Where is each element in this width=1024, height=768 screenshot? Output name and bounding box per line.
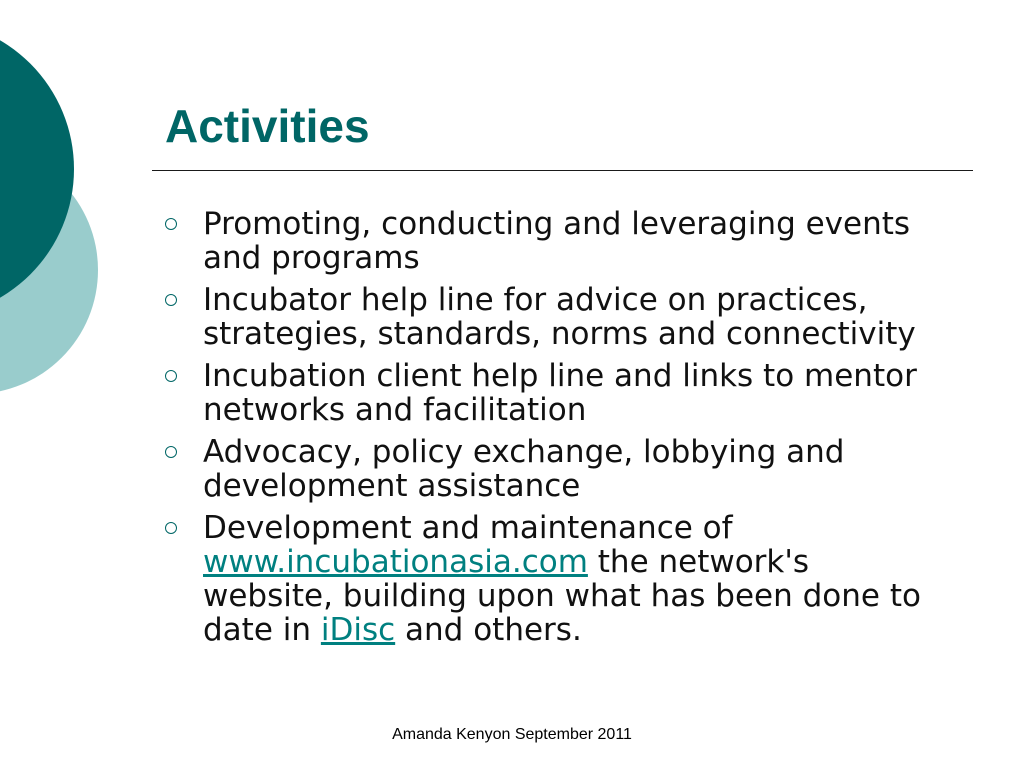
- website-link[interactable]: www.incubationasia.com: [203, 544, 588, 580]
- circle-bullet-icon: [165, 522, 177, 534]
- bullet-text: Promoting, conducting and leveraging events and programs: [203, 206, 911, 276]
- bullet-text: Incubator help line for advice on practices, strategies, standards, norms and connectivity: [203, 282, 916, 352]
- bullet-item: [163, 207, 943, 275]
- circle-bullet-icon: [165, 446, 177, 458]
- bullet-text: Incubation client help line and links to mentor networks and facilitation: [203, 358, 917, 428]
- title-divider: [152, 170, 973, 171]
- idisc-link[interactable]: iDisc: [320, 612, 396, 648]
- bullet-list: [163, 207, 943, 655]
- bullet-text-start: Development and maintenance of: [203, 510, 733, 546]
- slide-footer: Amanda Kenyon September 2011: [392, 726, 632, 743]
- bullet-text-end: and others.: [395, 612, 582, 648]
- circle-bullet-icon: [165, 218, 177, 230]
- slide-title: Activities: [165, 100, 370, 152]
- bullet-text-middle: the network's website, building upon what has been done to date in: [203, 544, 921, 648]
- circle-bullet-icon: [165, 294, 177, 306]
- bullet-item: [163, 283, 943, 351]
- bullet-item: [163, 435, 943, 503]
- bullet-item: [163, 359, 943, 427]
- bullet-text: Advocacy, policy exchange, lobbying and development assistance: [203, 434, 845, 504]
- bullet-item: [163, 511, 943, 647]
- circle-bullet-icon: [165, 370, 177, 382]
